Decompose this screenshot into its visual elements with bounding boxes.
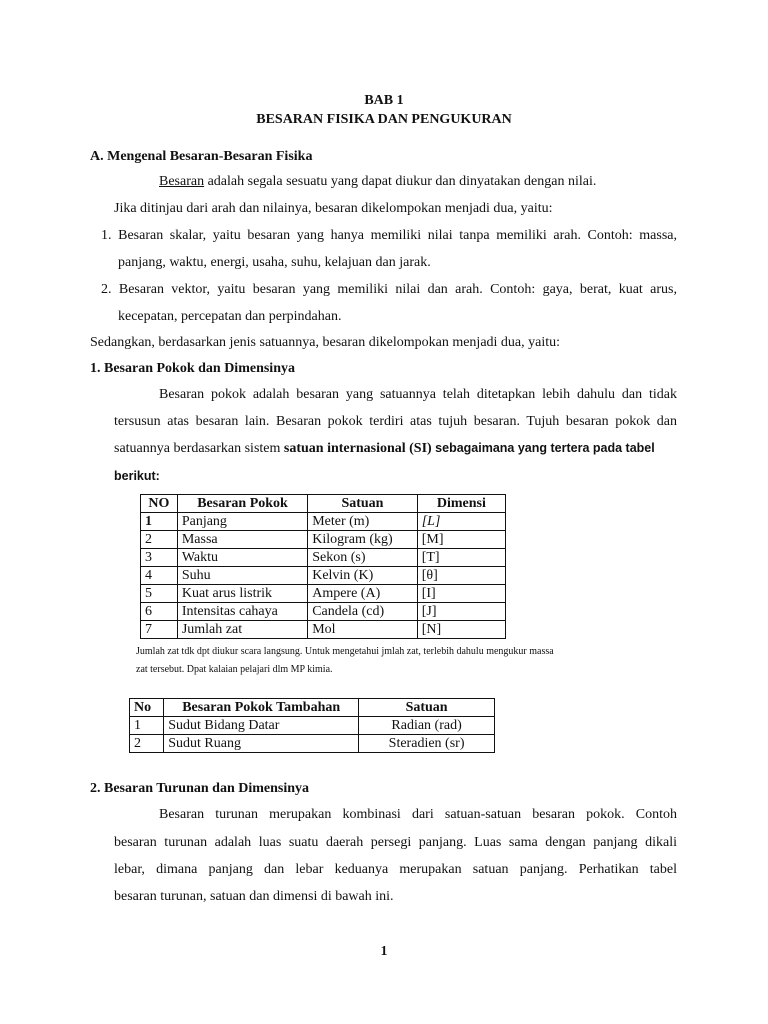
col2-no: No <box>130 699 164 717</box>
definition-term: Besaran <box>159 174 205 189</box>
cell-no: 2 <box>141 531 178 549</box>
cell-unit: Mol <box>308 621 418 639</box>
cell-dimension: [θ] <box>417 567 505 585</box>
cell-unit: Ampere (A) <box>308 585 418 603</box>
table-row <box>130 735 495 753</box>
cell-dimension: [N] <box>417 621 505 639</box>
table-header-row <box>141 495 506 513</box>
section-1-para-line1: Besaran pokok adalah besaran yang satuannya telah ditetapkan lebih dahulu dan tidak <box>159 387 677 402</box>
table-row <box>130 717 495 735</box>
col2-unit: Satuan <box>359 699 495 717</box>
table-note-line1: Jumlah zat tdk dpt diukur scara langsung. Untuk mengetahui jmlah zat, terlebih dahulu mengukur massa <box>136 646 554 657</box>
cell-quantity: Kuat arus listrik <box>177 585 307 603</box>
cell-dimension: [L] <box>417 513 505 531</box>
cell-quantity: Suhu <box>177 567 307 585</box>
section-2-para-line1: Besaran turunan merupakan kombinasi dari satuan-satuan besaran pokok. Contoh <box>159 807 677 822</box>
table-row <box>141 585 506 603</box>
cell2-no: 1 <box>130 717 164 735</box>
col-unit: Satuan <box>308 495 418 513</box>
si-lead: satuannya berdasarkan sistem <box>114 441 284 456</box>
cell2-unit: Radian (rad) <box>359 717 495 735</box>
supplementary-quantities-table <box>129 698 495 753</box>
cell-unit: Kelvin (K) <box>308 567 418 585</box>
cell-no: 5 <box>141 585 178 603</box>
cell2-no: 2 <box>130 735 164 753</box>
table-row <box>141 513 506 531</box>
item-scalar-line1: 1. Besaran skalar, yaitu besaran yang hanya memiliki nilai tanpa memiliki arah. Contoh: massa, <box>101 228 677 243</box>
section-2-heading: 2. Besaran Turunan dan Dimensinya <box>90 781 310 796</box>
cell-dimension: [I] <box>417 585 505 603</box>
section-2-para-line3: lebar, dimana panjang dan lebar keduanya merupakan satuan panjang. Perhatikan tabel <box>114 862 677 877</box>
cell-dimension: [M] <box>417 531 505 549</box>
table-row <box>141 621 506 639</box>
table-row <box>141 531 506 549</box>
cell-quantity: Waktu <box>177 549 307 567</box>
classification-intro: Jika ditinjau dari arah dan nilainya, besaran dikelompokan menjadi dua, yaitu: <box>114 201 553 216</box>
section-1-para-line2: tersusun atas besaran lain. Besaran pokok terdiri atas tujuh besaran. Tujuh besaran pokok dan <box>114 414 677 429</box>
section-1-para-line4: berikut: <box>114 469 160 483</box>
cell-no: 1 <box>141 513 178 531</box>
cell-unit: Candela (cd) <box>308 603 418 621</box>
table-note-line2: zat tersebut. Dpat kalaian pelajari dlm MP kimia. <box>136 664 333 675</box>
cell2-quantity: Sudut Bidang Datar <box>164 717 359 735</box>
section-1-heading: 1. Besaran Pokok dan Dimensinya <box>90 361 295 376</box>
cell-no: 6 <box>141 603 178 621</box>
units-intro: Sedangkan, berdasarkan jenis satuannya, besaran dikelompokan menjadi dua, yaitu: <box>90 335 561 350</box>
cell-quantity: Panjang <box>177 513 307 531</box>
cell-quantity: Intensitas cahaya <box>177 603 307 621</box>
section-1-para-line3 <box>114 441 678 457</box>
item-scalar-line2: panjang, waktu, energi, usaha, suhu, kelajuan dan jarak. <box>118 255 431 270</box>
cell2-unit: Steradien (sr) <box>359 735 495 753</box>
definition-paragraph <box>159 174 596 190</box>
si-tail: sebagaimana yang tertera pada tabel <box>431 441 655 455</box>
section-a-heading: A. Mengenal Besaran-Besaran Fisika <box>90 149 313 164</box>
col-dimension: Dimensi <box>417 495 505 513</box>
item-vector-line2: kecepatan, percepatan dan perpindahan. <box>118 309 342 324</box>
cell-no: 3 <box>141 549 178 567</box>
si-term: satuan internasional (SI) <box>283 441 432 456</box>
section-2-para-line2: besaran turunan adalah luas suatu daerah persegi panjang. Luas sama dengan panjang dikali <box>114 835 677 850</box>
cell2-quantity: Sudut Ruang <box>164 735 359 753</box>
chapter-label: BAB 1 <box>364 93 404 108</box>
col-quantity: Besaran Pokok <box>177 495 307 513</box>
base-quantities-table <box>140 494 506 639</box>
page-number: 1 <box>380 943 388 958</box>
cell-no: 7 <box>141 621 178 639</box>
table-row <box>141 603 506 621</box>
table2-header-row <box>130 699 495 717</box>
cell-unit: Sekon (s) <box>308 549 418 567</box>
table-row <box>141 549 506 567</box>
cell-quantity: Jumlah zat <box>177 621 307 639</box>
col2-quantity: Besaran Pokok Tambahan <box>164 699 359 717</box>
table-row <box>141 567 506 585</box>
col-no: NO <box>141 495 178 513</box>
cell-no: 4 <box>141 567 178 585</box>
definition-text: adalah segala sesuatu yang dapat diukur dan dinyatakan dengan nilai. <box>204 174 597 189</box>
cell-dimension: [J] <box>417 603 505 621</box>
chapter-title: BESARAN FISIKA DAN PENGUKURAN <box>256 112 512 127</box>
cell-quantity: Massa <box>177 531 307 549</box>
cell-dimension: [T] <box>417 549 505 567</box>
item-vector-line1: 2. Besaran vektor, yaitu besaran yang memiliki nilai dan arah. Contoh: gaya, berat, kuat arus, <box>101 282 677 297</box>
cell-unit: Meter (m) <box>308 513 418 531</box>
section-2-para-line4: besaran turunan, satuan dan dimensi di bawah ini. <box>114 889 394 904</box>
cell-unit: Kilogram (kg) <box>308 531 418 549</box>
